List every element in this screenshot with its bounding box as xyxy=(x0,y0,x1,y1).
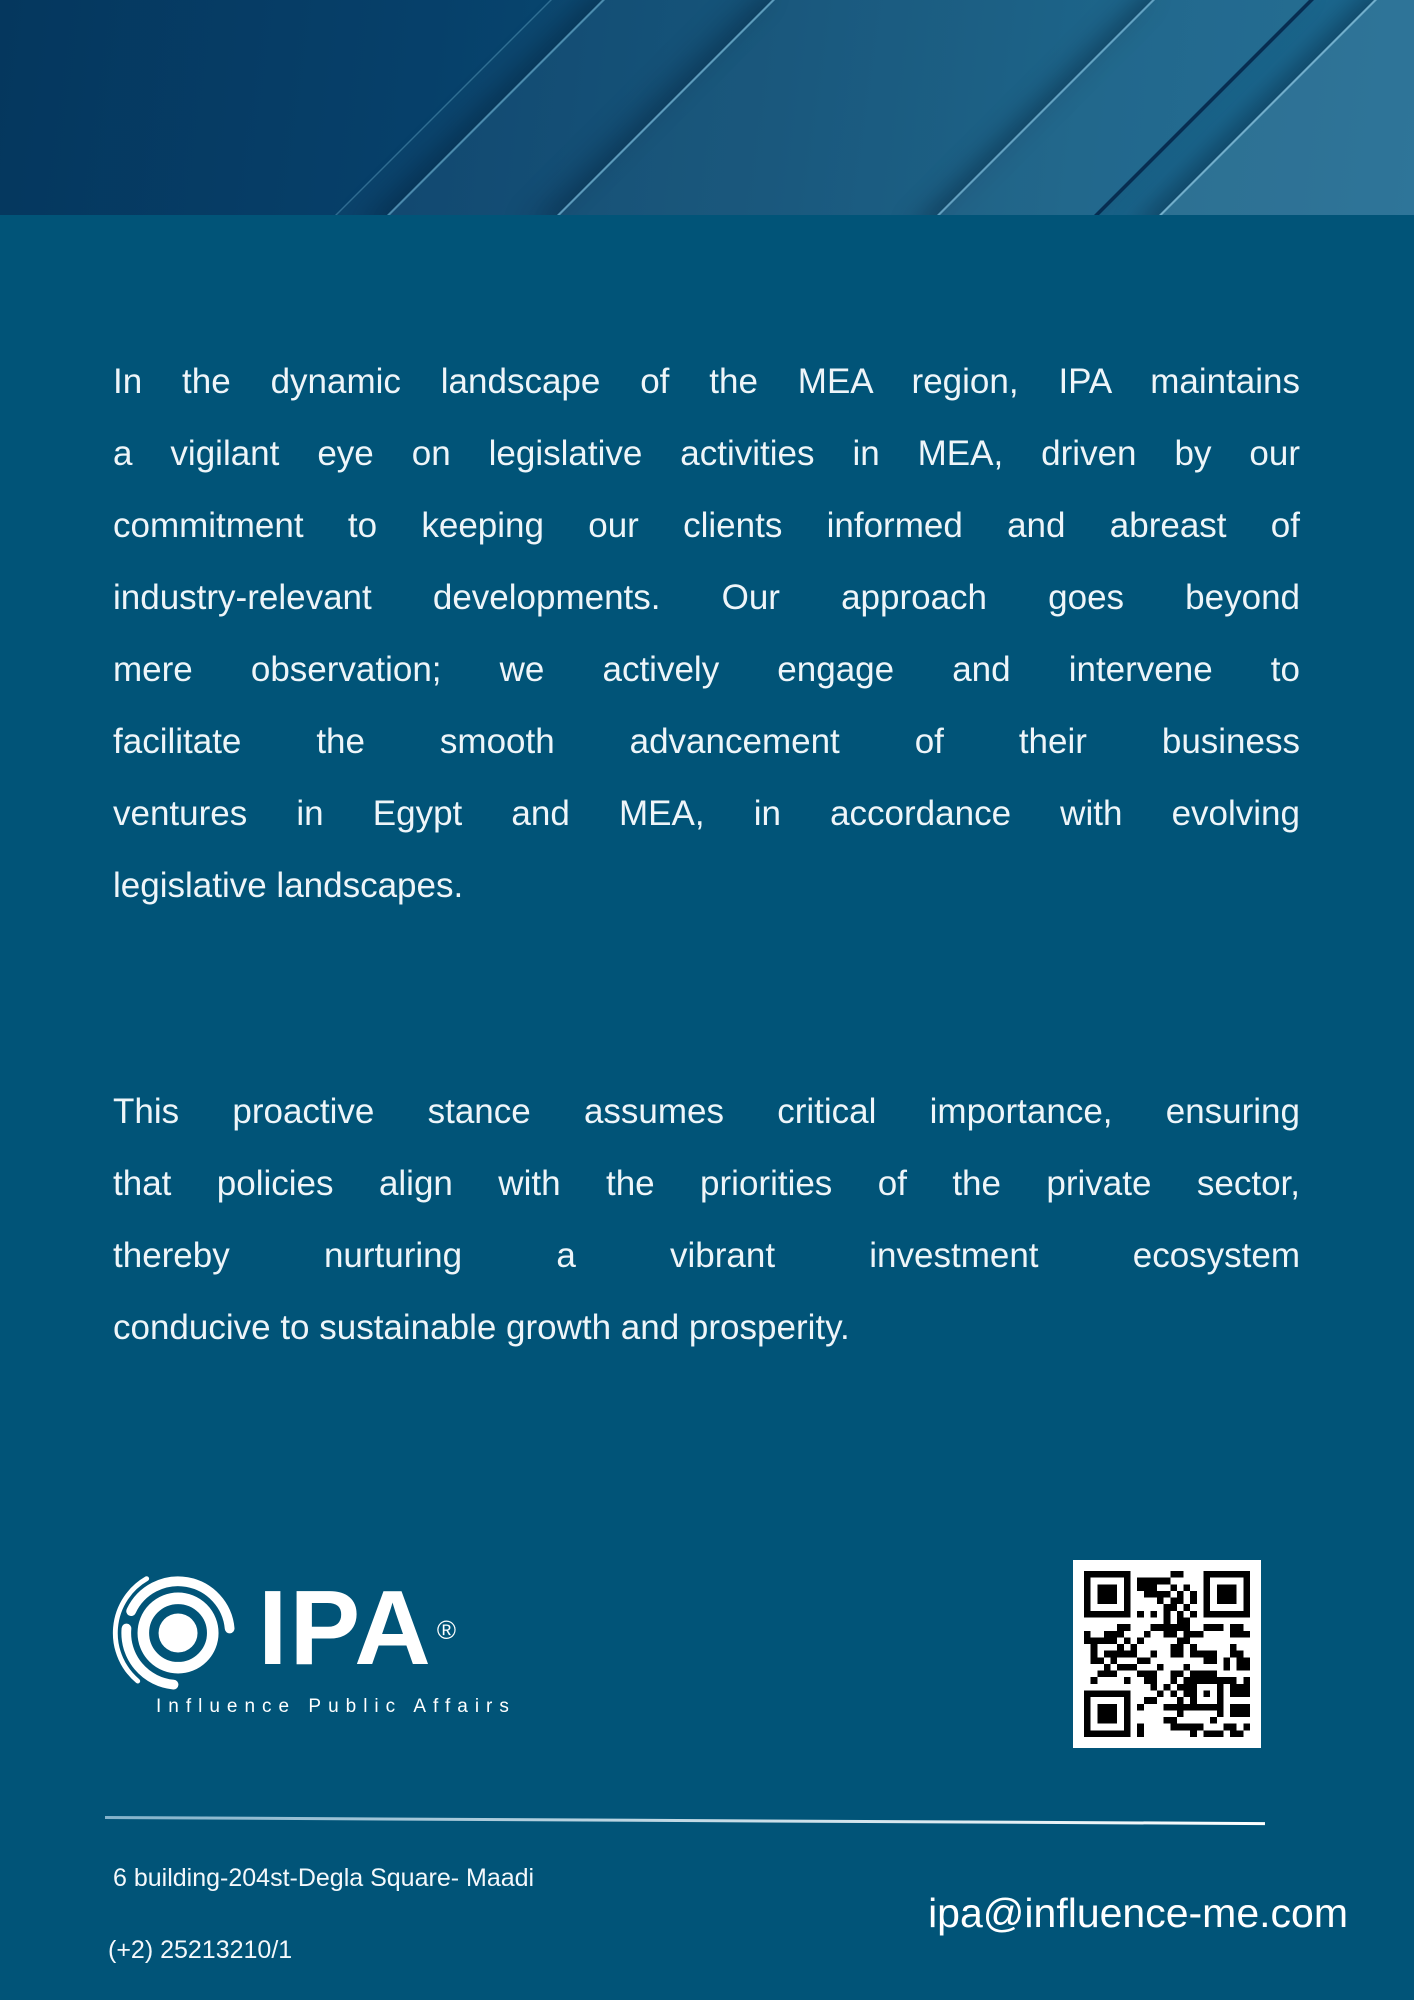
paragraph-line: In the dynamic landscape of the MEA region, IPA maintains xyxy=(113,362,1300,401)
qr-code-pattern xyxy=(1084,1571,1250,1737)
ipa-wordmark: IPA ® xyxy=(258,1569,459,1687)
ipa-tagline xyxy=(108,1696,528,1718)
paragraph-line: industry-relevant developments. Our approach goes beyond xyxy=(113,578,1300,617)
paragraph-line: conducive to sustainable growth and prosperity. xyxy=(113,1308,850,1347)
paragraph-line: a vigilant eye on legislative activities in MEA, driven by our xyxy=(113,434,1300,473)
paragraph-one xyxy=(113,346,1300,922)
ipa-logo xyxy=(108,1569,528,1718)
registered-trademark-symbol: ® xyxy=(436,1615,459,1645)
paragraph-line: commitment to keeping our clients informed and abreast of xyxy=(113,506,1300,545)
paragraph-line: that policies align with the priorities of the private sector, xyxy=(113,1164,1300,1203)
paragraph-line: ventures in Egypt and MEA, in accordance with evolving xyxy=(113,794,1300,833)
paragraph-line: facilitate the smooth advancement of their business xyxy=(113,722,1300,761)
paragraph-line: thereby nurturing a vibrant investment ecosystem xyxy=(113,1236,1300,1275)
footer-email-link[interactable]: ipa@influence-me.com xyxy=(928,1890,1348,1936)
header-banner xyxy=(0,0,1414,215)
logo-tagline-text: Influence Public Affairs xyxy=(156,1696,516,1717)
paragraph-line: legislative landscapes. xyxy=(113,866,464,905)
ipa-logo-top xyxy=(108,1569,528,1694)
ipa-eye-icon xyxy=(108,1572,242,1694)
paragraph-line: This proactive stance assumes critical importance, ensuring xyxy=(113,1092,1300,1131)
footer-divider xyxy=(105,1816,1265,1825)
footer-phone: (+2) 25213210/1 xyxy=(108,1936,293,1964)
footer-address: 6 building-204st-Degla Square- Maadi xyxy=(113,1864,535,1892)
qr-code xyxy=(1073,1560,1261,1748)
paragraph-line: mere observation; we actively engage and intervene to xyxy=(113,650,1300,689)
paragraph-two xyxy=(113,1076,1300,1364)
